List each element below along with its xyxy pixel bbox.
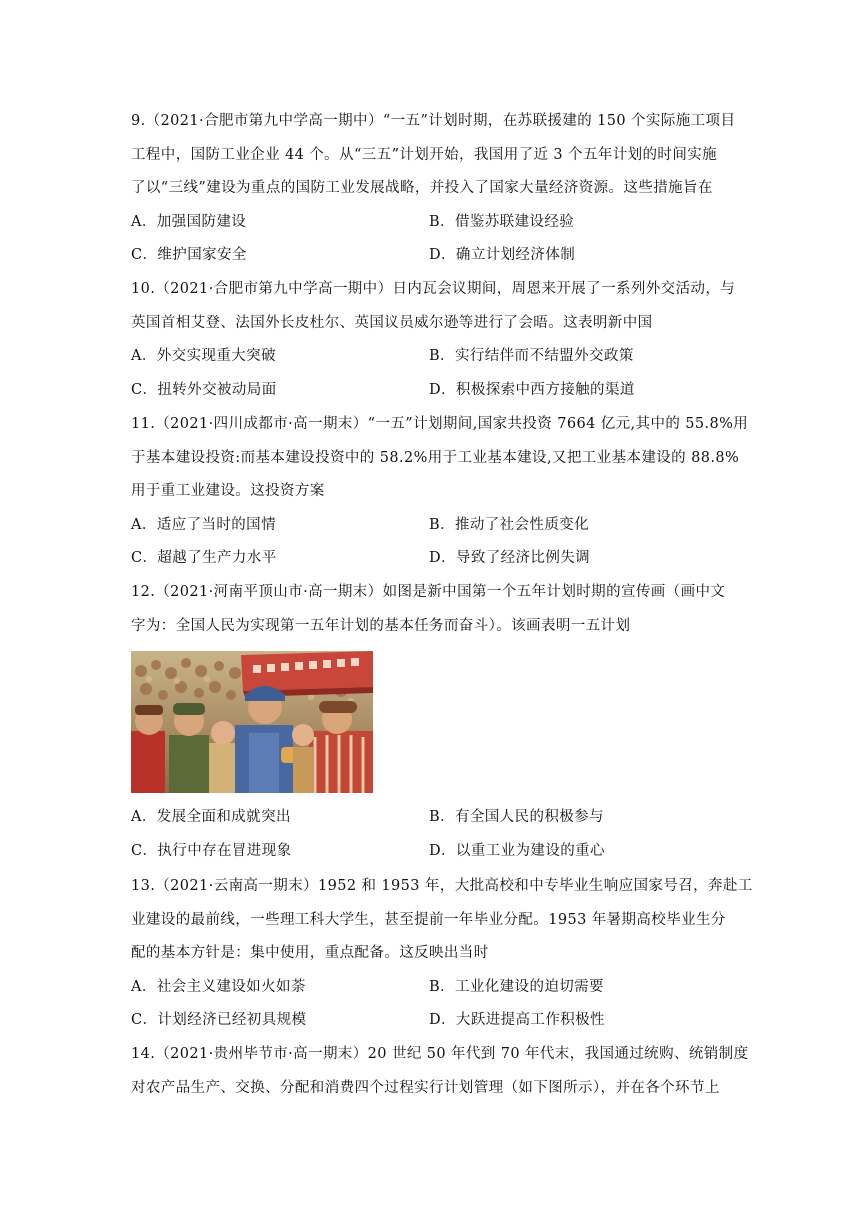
option-b[interactable]: B．工业化建设的迫切需要 [429, 978, 604, 995]
options-row [131, 835, 731, 869]
question-11 [131, 408, 749, 576]
question-text-line: 12.（2021·河南平顶山市·高一期末）如图是新中国第一个五年计划时期的宣传画（画中文 [131, 584, 726, 600]
options-row [131, 1004, 731, 1038]
question-10 [131, 273, 736, 407]
options-row [131, 340, 731, 374]
question-text-line: 于基本建设投资:而基本建设投资中的 58.2%用于工业基本建设,又把工业基本建设的 88.8% [131, 449, 740, 466]
question-14 [131, 1038, 749, 1105]
option-d[interactable]: D．以重工业为建设的重心 [429, 842, 605, 859]
question-text-line: 配的基本方针是：集中使用，重点配备。这反映出当时 [131, 945, 489, 961]
option-a[interactable]: A．社会主义建设如火如荼 [131, 978, 306, 995]
question-13 [131, 870, 753, 1038]
option-a[interactable]: A．加强国防建设 [131, 213, 247, 230]
option-a[interactable]: A．发展全面和成就突出 [131, 809, 291, 825]
options-row [131, 542, 731, 576]
question-9 [131, 105, 736, 273]
option-b[interactable]: B．推动了社会性质变化 [429, 516, 590, 533]
question-text-line: 业建设的最前线，一些理工科大学生，甚至提前一年毕业分配。1953 年暑期高校毕业生分 [131, 911, 726, 928]
option-a[interactable]: A．外交实现重大突破 [131, 348, 276, 364]
question-text-line: 字为：全国人民为实现第一五年计划的基本任务而奋斗）。该画表明一五计划 [131, 617, 631, 634]
option-d[interactable]: D．大跃进提高工作积极性 [429, 1012, 605, 1028]
option-c[interactable]: C．计划经济已经初具规模 [131, 1012, 307, 1028]
question-text-line: 对农产品生产、交换、分配和消费四个过程实行计划管理（如下图所示），并在各个环节上 [131, 1079, 720, 1096]
question-text-line: 英国首相艾登、法国外长皮杜尔、英国议员威尔逊等进行了会晤。这表明新中国 [131, 314, 653, 331]
question-12 [131, 576, 731, 868]
option-c[interactable]: C．超越了生产力水平 [131, 550, 277, 566]
option-c[interactable]: C．扭转外交被动局面 [131, 381, 277, 398]
option-b[interactable]: B．有全国人民的积极参与 [429, 809, 604, 825]
option-b[interactable]: B．借鉴苏联建设经验 [429, 213, 575, 230]
options-row [131, 509, 731, 543]
question-text-line: 11.（2021·四川成都市·高一期末）“一五”计划期间,国家共投资 7664 亿元,其中的 55.8%用 [131, 416, 749, 432]
option-a[interactable]: A．适应了当时的国情 [131, 516, 276, 533]
option-c[interactable]: C．执行中存在冒进现象 [131, 842, 292, 859]
question-text-line: 9.（2021·合肥市第九中学高一期中）“一五”计划时期，在苏联援建的 150 个实际施工项目 [131, 113, 736, 129]
option-d[interactable]: D．确立计划经济体制 [429, 247, 576, 263]
question-text-line: 用于重工业建设。这投资方案 [131, 483, 325, 499]
question-text-line: 了以“三线”建设为重点的国防工业发展战略，并投入了国家大量经济资源。这些措施旨在 [131, 180, 713, 196]
question-text-line: 13.（2021·云南高一期末）1952 和 1953 年，大批高校和中专毕业生响应国家号召，奔赴工 [131, 878, 753, 894]
options-row [131, 971, 731, 1005]
question-text-line: 10.（2021·合肥市第九中学高一期中）日内瓦会议期间，周恩来开展了一系列外交活动，与 [131, 281, 736, 297]
option-b[interactable]: B．实行结伴而不结盟外交政策 [429, 348, 634, 364]
options-row [131, 801, 731, 835]
options-row [131, 239, 731, 273]
option-d[interactable]: D．积极探索中西方接触的渠道 [429, 381, 635, 398]
option-c[interactable]: C．维护国家安全 [131, 247, 247, 263]
question-text-line: 14.（2021·贵州毕节市·高一期末）20 世纪 50 年代到 70 年代末，我国通过统购、统销制度 [131, 1046, 749, 1062]
options-row [131, 206, 731, 240]
options-row [131, 374, 731, 408]
question-text-line: 工程中，国防工业企业 44 个。从“三五”计划开始，我国用了近 3 个五年计划的时间实施 [131, 146, 718, 163]
propaganda-poster-image [131, 651, 373, 793]
option-d[interactable]: D．导致了经济比例失调 [429, 550, 591, 566]
